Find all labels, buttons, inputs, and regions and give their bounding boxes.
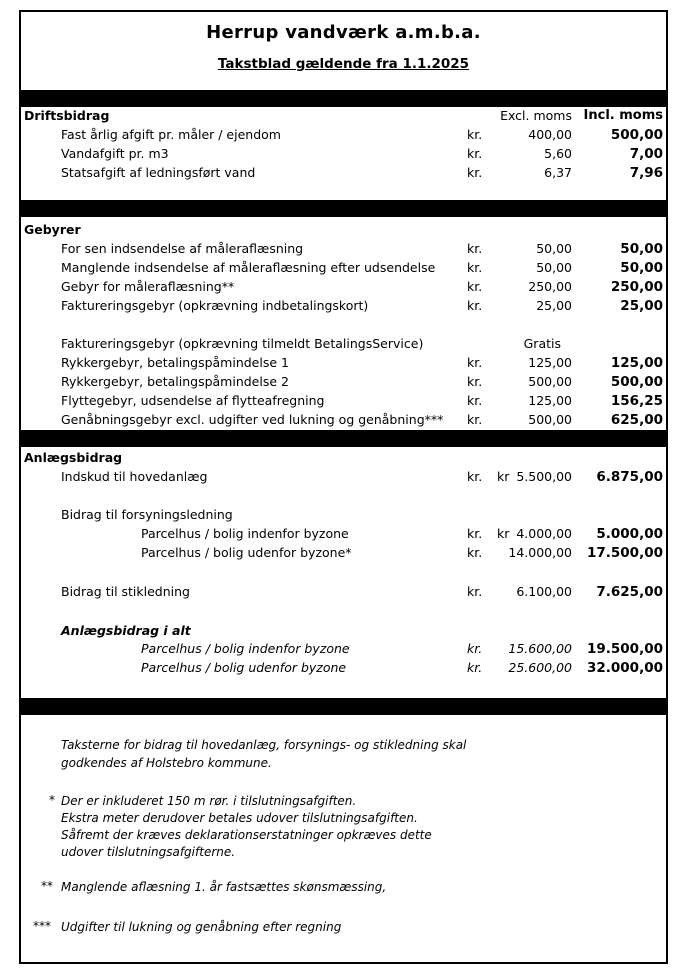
table-row [21, 641, 666, 660]
row-label: Gebyr for måleraflæsning** [61, 279, 235, 294]
table-row [21, 584, 666, 603]
row-incl: 6.875,00 [596, 469, 663, 485]
table-row [21, 127, 666, 146]
row-incl: 17.500,00 [586, 545, 663, 561]
table-row [21, 260, 666, 279]
row-excl-prefix: kr [497, 526, 510, 541]
row-currency: kr. [467, 165, 483, 180]
divider-bar [21, 200, 666, 217]
row-excl-prefix: kr [497, 469, 510, 484]
row-excl: 50,00 [536, 241, 572, 256]
row-label: Rykkergebyr, betalingspåmindelse 2 [61, 374, 289, 389]
row-incl: 500,00 [610, 374, 663, 390]
row-excl: 500,00 [528, 374, 572, 389]
footnote-marker-3: *** [33, 919, 51, 933]
row-excl: 25,00 [536, 298, 572, 313]
row-label: Bidrag til stikledning [61, 584, 190, 599]
row-incl: 7,96 [629, 165, 663, 181]
row-incl: 250,00 [610, 279, 663, 295]
gebyrer-header-row [21, 222, 666, 241]
row-excl: 250,00 [528, 279, 572, 294]
table-row [21, 355, 666, 374]
row-currency: kr. [467, 412, 483, 427]
table-row [21, 393, 666, 412]
row-currency: kr. [467, 526, 483, 541]
row-incl: 7,00 [629, 146, 663, 162]
table-row [21, 526, 666, 545]
subsection-row [21, 507, 666, 526]
col-header-excl: Excl. moms [500, 108, 572, 123]
footnote-1-line-2: Ekstra meter derudover betales udover tilslutningsafgiften. [61, 811, 418, 825]
row-incl: 5.000,00 [596, 526, 663, 542]
row-label: Rykkergebyr, betalingspåmindelse 1 [61, 355, 289, 370]
row-label: Indskud til hovedanlæg [61, 469, 208, 484]
row-label: Fast årlig afgift pr. måler / ejendom [61, 127, 281, 142]
total-heading-row [21, 623, 666, 642]
footnote-1-line-1: Der er inkluderet 150 m rør. i tilslutningsafgiften. [61, 794, 357, 808]
row-label: Manglende indsendelse af måleraflæsning efter udsendelse [61, 260, 436, 275]
divider-bar [21, 698, 666, 715]
drift-header-row [21, 108, 666, 127]
row-currency: kr. [467, 393, 483, 408]
table-row [21, 298, 666, 317]
row-label: Flyttegebyr, udsendelse af flytteafregning [61, 393, 325, 408]
row-incl: 19.500,00 [586, 641, 663, 657]
table-row [21, 146, 666, 165]
row-currency: kr. [467, 641, 483, 656]
row-label: Vandafgift pr. m3 [61, 146, 169, 161]
total-heading: Anlægsbidrag i alt [61, 623, 191, 638]
row-currency: kr. [467, 146, 483, 161]
page-subtitle: Takstblad gældende fra 1.1.2025 [217, 56, 470, 72]
row-currency: kr. [467, 660, 483, 675]
anlaeg-header-row [21, 450, 666, 469]
row-incl: 32.000,00 [586, 660, 663, 676]
table-row [21, 374, 666, 393]
row-excl: 400,00 [528, 127, 572, 142]
price-sheet [19, 10, 668, 964]
row-excl: 50,00 [536, 260, 572, 275]
section-heading-anlaeg: Anlægsbidrag [24, 450, 123, 465]
row-incl: 50,00 [620, 241, 663, 257]
row-label: Faktureringsgebyr (opkrævning tilmeldt BetalingsService) [61, 336, 424, 351]
section-heading-drift: Driftsbidrag [24, 108, 110, 123]
note-intro-line-2: godkendes af Holstebro kommune. [61, 756, 272, 770]
row-currency: kr. [467, 469, 483, 484]
divider-bar [21, 90, 666, 107]
row-incl: 500,00 [610, 127, 663, 143]
row-excl: 125,00 [528, 393, 572, 408]
table-row [21, 545, 666, 564]
row-currency: kr. [467, 260, 483, 275]
footnote-marker-2: ** [41, 879, 53, 893]
row-currency: kr. [467, 374, 483, 389]
row-label: For sen indsendelse af måleraflæsning [61, 241, 304, 256]
row-incl: 625,00 [610, 412, 663, 428]
table-row [21, 241, 666, 260]
footnote-2-text: Manglende aflæsning 1. år fastsættes skønsmæssing, [61, 880, 387, 894]
row-currency: kr. [467, 584, 483, 599]
table-row [21, 336, 666, 355]
row-excl: 15.600,00 [508, 641, 572, 656]
row-excl: 125,00 [528, 355, 572, 370]
row-excl: 25.600,00 [508, 660, 572, 675]
footnote-3-text: Udgifter til lukning og genåbning efter regning [61, 920, 342, 934]
row-label: Parcelhus / bolig indenfor byzone [141, 526, 349, 541]
row-currency: kr. [467, 545, 483, 560]
table-row [21, 660, 666, 679]
subsection-label: Bidrag til forsyningsledning [61, 507, 233, 522]
footnote-marker-1: * [49, 793, 55, 807]
page-title: Herrup vandværk a.m.b.a. [206, 22, 481, 43]
section-heading-gebyrer: Gebyrer [24, 222, 81, 237]
footnote-1-line-4: udover tilslutningsafgifterne. [61, 845, 236, 859]
row-label: Parcelhus / bolig indenfor byzone [141, 641, 350, 656]
row-label: Parcelhus / bolig udenfor byzone [141, 660, 347, 675]
row-excl: Gratis [523, 336, 561, 351]
footnote-1-line-3: Såfremt der kræves deklarationserstatninger opkræves dette [61, 828, 432, 842]
row-currency: kr. [467, 241, 483, 256]
row-currency: kr. [467, 127, 483, 142]
row-incl: 7.625,00 [596, 584, 663, 600]
note-intro-line-1: Taksterne for bidrag til hovedanlæg, forsynings- og stikledning skal [61, 738, 467, 752]
row-incl: 125,00 [610, 355, 663, 371]
col-header-incl: Incl. moms [583, 108, 663, 123]
row-incl: 25,00 [620, 298, 663, 314]
row-excl: 14.000,00 [508, 545, 572, 560]
row-incl: 156,25 [610, 393, 663, 409]
row-excl: 5.500,00 [516, 469, 572, 484]
row-excl: 6.100,00 [516, 584, 572, 599]
table-row [21, 279, 666, 298]
divider-bar [21, 430, 666, 447]
row-incl: 50,00 [620, 260, 663, 276]
table-row [21, 165, 666, 184]
row-label: Genåbningsgebyr excl. udgifter ved lukning og genåbning*** [61, 412, 444, 427]
row-excl: 6,37 [544, 165, 572, 180]
row-currency: kr. [467, 279, 483, 294]
table-row [21, 412, 666, 431]
table-row [21, 469, 666, 488]
row-currency: kr. [467, 355, 483, 370]
row-excl: 500,00 [528, 412, 572, 427]
row-currency: kr. [467, 298, 483, 313]
row-label: Parcelhus / bolig udenfor byzone* [141, 545, 352, 560]
row-excl: 5,60 [544, 146, 572, 161]
row-label: Faktureringsgebyr (opkrævning indbetalingskort) [61, 298, 369, 313]
row-excl: 4.000,00 [516, 526, 572, 541]
row-label: Statsafgift af ledningsført vand [61, 165, 256, 180]
